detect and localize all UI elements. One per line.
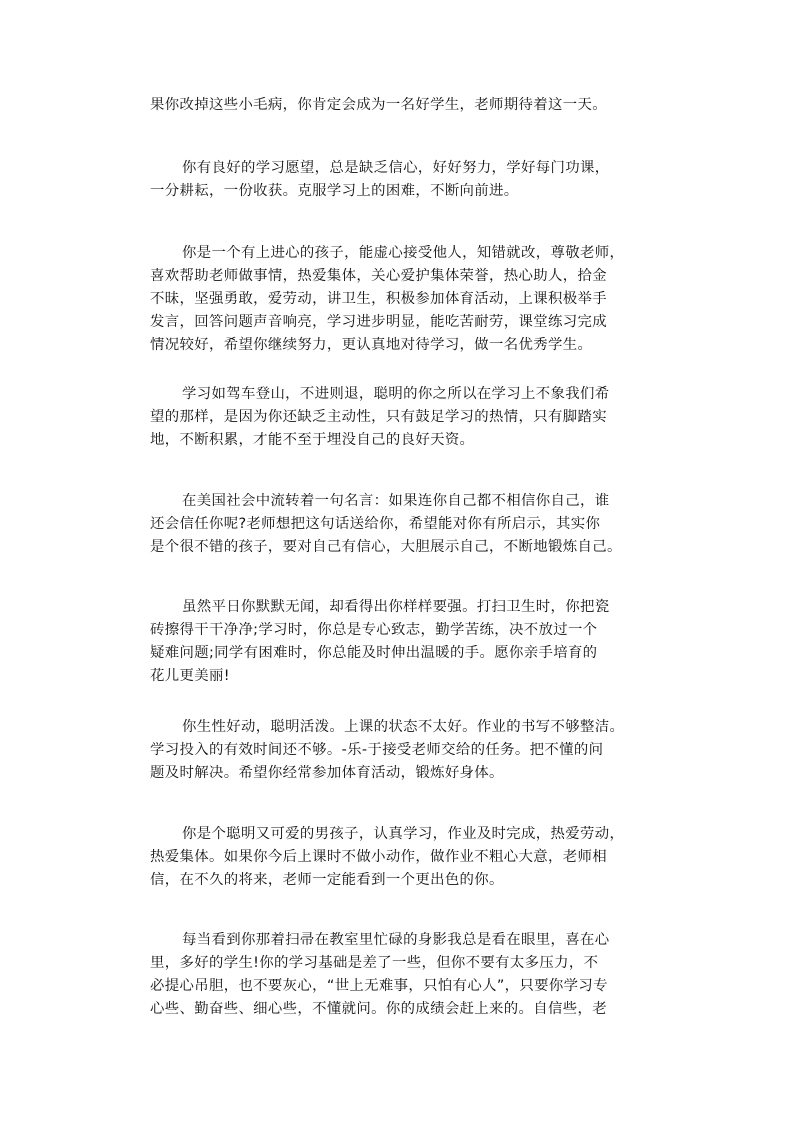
text-line: 你是一个有上进心的孩子，能虚心接受他人，知错就改，尊敬老师， [182,245,625,261]
text-line: 果你改掉这些小毛病，你肯定会成为一名好学生，老师期待着这一天。 [150,97,607,113]
text-line: 还会信任你呢?老师想把这句话送给你，希望能对你有所启示，其实你 [150,516,601,532]
text-line: 不昧，坚强勇敢，爱劳动，讲卫生，积极参加体育活动，上课积极举手 [150,291,607,307]
text-line: 信，在不久的将来，老师一定能看到一个更出色的你。 [150,872,504,888]
text-line: 学习投入的有效时间还不够。-乐-于接受老师交给的任务。把不懂的问 [150,742,604,758]
text-line: 喜欢帮助老师做事情，热爱集体，关心爱护集体荣誉，热心助人，拾金 [150,268,607,284]
paragraph-8 [150,823,650,892]
text-line: 心些、勤奋些、细心些，不懂就问。你的成绩会赶上来的。自信些，老 [150,1001,607,1017]
text-line: 疑难问题;同学有困难时，你总能及时伸出温暖的手。愿你亲手培育的 [150,645,598,661]
text-line: 学习如驾车登山，不进则退，聪明的你之所以在学习上不象我们希 [182,386,610,402]
text-line: 每当看到你那着扫帚在教室里忙碌的身影我总是看在眼里，喜在心 [182,932,610,948]
text-line: 题及时解决。希望你经常参加体育活动，锻炼好身体。 [150,765,504,781]
paragraph-4 [150,383,650,452]
text-line: 你是个聪明又可爱的男孩子，认真学习，作业及时完成，热爱劳动， [182,826,625,842]
text-line: 在美国社会中流转着一句名言：如果连你自己都不相信你自己，谁 [182,493,610,509]
text-line: 情况较好，希望你继续努力，更认真地对待学习，做一名优秀学生。 [150,337,593,353]
text-line: 里，多好的学生!你的学习基础是差了一些，但你不要有太多压力，不 [150,955,599,971]
text-line: 砖擦得干干净净;学习时，你总是专心致志，勤学苦练，决不放过一个 [150,622,598,638]
paragraph-7 [150,716,650,785]
text-line: 一分耕耘，一份收获。克服学习上的困难，不断向前进。 [150,183,519,199]
paragraph-5 [150,490,650,559]
text-line: 地，不断积累，才能不至于埋没自己的良好天资。 [150,432,475,448]
text-line: 热爱集体。如果你今后上课时不做小动作，做作业不粗心大意，老师相 [150,849,607,865]
text-line: 花儿更美丽! [150,668,230,684]
text-line: 是个很不错的孩子，要对自己有信心，大胆展示自己，不断地锻炼自己。 [150,539,622,555]
paragraph-3 [150,242,650,357]
paragraph-2 [150,157,650,203]
text-line: 虽然平日你默默无闻，却看得出你样样要强。打扫卫生时，你把瓷 [182,599,610,615]
text-line: 望的那样，是因为你还缺乏主动性，只有鼓足学习的热情，只有脚踏实 [150,409,607,425]
paragraph-9 [150,929,650,1021]
text-line: 必提心吊胆，也不要灰心，“世上无难事，只怕有心人”，只要你学习专 [150,978,608,994]
text-line: 你生性好动，聪明活泼。上课的状态不太好。作业的书写不够整洁。 [182,719,625,735]
paragraph-1 [150,94,650,117]
paragraph-6 [150,596,650,688]
text-line: 发言，回答问题声音响亮，学习进步明显，能吃苦耐劳，课堂练习完成 [150,314,607,330]
text-line: 你有良好的学习愿望，总是缺乏信心，好好努力，学好每门功课， [182,160,610,176]
